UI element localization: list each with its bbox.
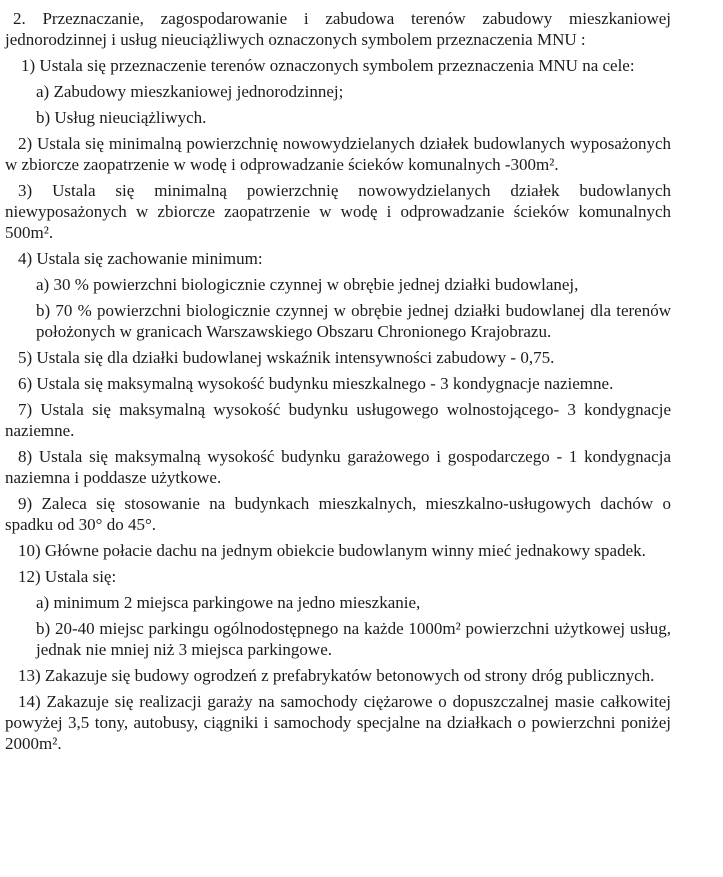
list-item-2: 2) Ustala się minimalną powierzchnię nowowydzielanych działek budowlanych wyposażonych w zbiorcze zaopatrzenie w wodę i odprowadzanie ścieków komunalnych -300m². xyxy=(5,134,671,174)
document-page xyxy=(5,8,671,873)
list-item-6: 6) Ustala się maksymalną wysokość budynku mieszkalnego - 3 kondygnacje naziemne. xyxy=(18,374,614,393)
list-item-10: 10) Główne połacie dachu na jednym obiekcie budowlanym winny mieć jednakowy spadek. xyxy=(18,541,646,560)
list-item-9: 9) Zaleca się stosowanie na budynkach mieszkalnych, mieszkalno-usługowych dachów o spadku od 30° do 45°. xyxy=(5,494,671,534)
list-item-3: 3) Ustala się minimalną powierzchnię nowowydzielanych działek budowlanych niewyposażonych w zbiorcze zaopatrzenie w wodę i odprowadzanie ścieków komunalnych 500m². xyxy=(5,181,671,242)
list-item-13: 13) Zakazuje się budowy ogrodzeń z prefabrykatów betonowych od strony dróg publicznych. xyxy=(18,666,655,685)
sub-item-4b: b) 70 % powierzchni biologicznie czynnej w obrębie jednej działki budowlanej dla terenów położonych w granicach Warszawskiego Obszaru Chronionego Krajobrazu. xyxy=(36,301,671,341)
list-item-14: 14) Zakazuje się realizacji garaży na samochody ciężarowe o dopuszczalnej masie całkowitej powyżej 3,5 tony, autobusy, ciągniki i samochody specjalne na działkach o powierzchni poniżej 2000m². xyxy=(5,692,671,753)
list-item-1: 1) Ustala się przeznaczenie terenów oznaczonych symbolem przeznaczenia MNU na cele: xyxy=(21,56,635,75)
sub-item-1a: a) Zabudowy mieszkaniowej jednorodzinnej; xyxy=(36,82,344,101)
list-item-12: 12) Ustala się: xyxy=(18,567,117,586)
list-item-8: 8) Ustala się maksymalną wysokość budynku garażowego i gospodarczego - 1 kondygnacja naziemna i poddasze użytkowe. xyxy=(5,447,671,487)
list-item-5: 5) Ustala się dla działki budowlanej wskaźnik intensywności zabudowy - 0,75. xyxy=(18,348,555,367)
list-item-4: 4) Ustala się zachowanie minimum: xyxy=(18,249,263,268)
sub-item-4a: a) 30 % powierzchni biologicznie czynnej w obrębie jednej działki budowlanej, xyxy=(36,275,579,294)
sub-item-12a: a) minimum 2 miejsca parkingowe na jedno mieszkanie, xyxy=(36,593,421,612)
sub-item-1b: b) Usług nieuciążliwych. xyxy=(36,108,207,127)
sub-item-12b: b) 20-40 miejsc parkingu ogólnodostępnego na każde 1000m² powierzchni użytkowej usług, jednak nie mniej niż 3 miejsca parkingowe. xyxy=(36,619,671,659)
section-heading: 2. Przeznaczanie, zagospodarowanie i zabudowa terenów zabudowy mieszkaniowej jednorodzinnej i usług nieuciążliwych oznaczonych symbolem przeznaczenia MNU : xyxy=(5,9,671,49)
list-item-7: 7) Ustala się maksymalną wysokość budynku usługowego wolnostojącego- 3 kondygnacje naziemne. xyxy=(5,400,671,440)
